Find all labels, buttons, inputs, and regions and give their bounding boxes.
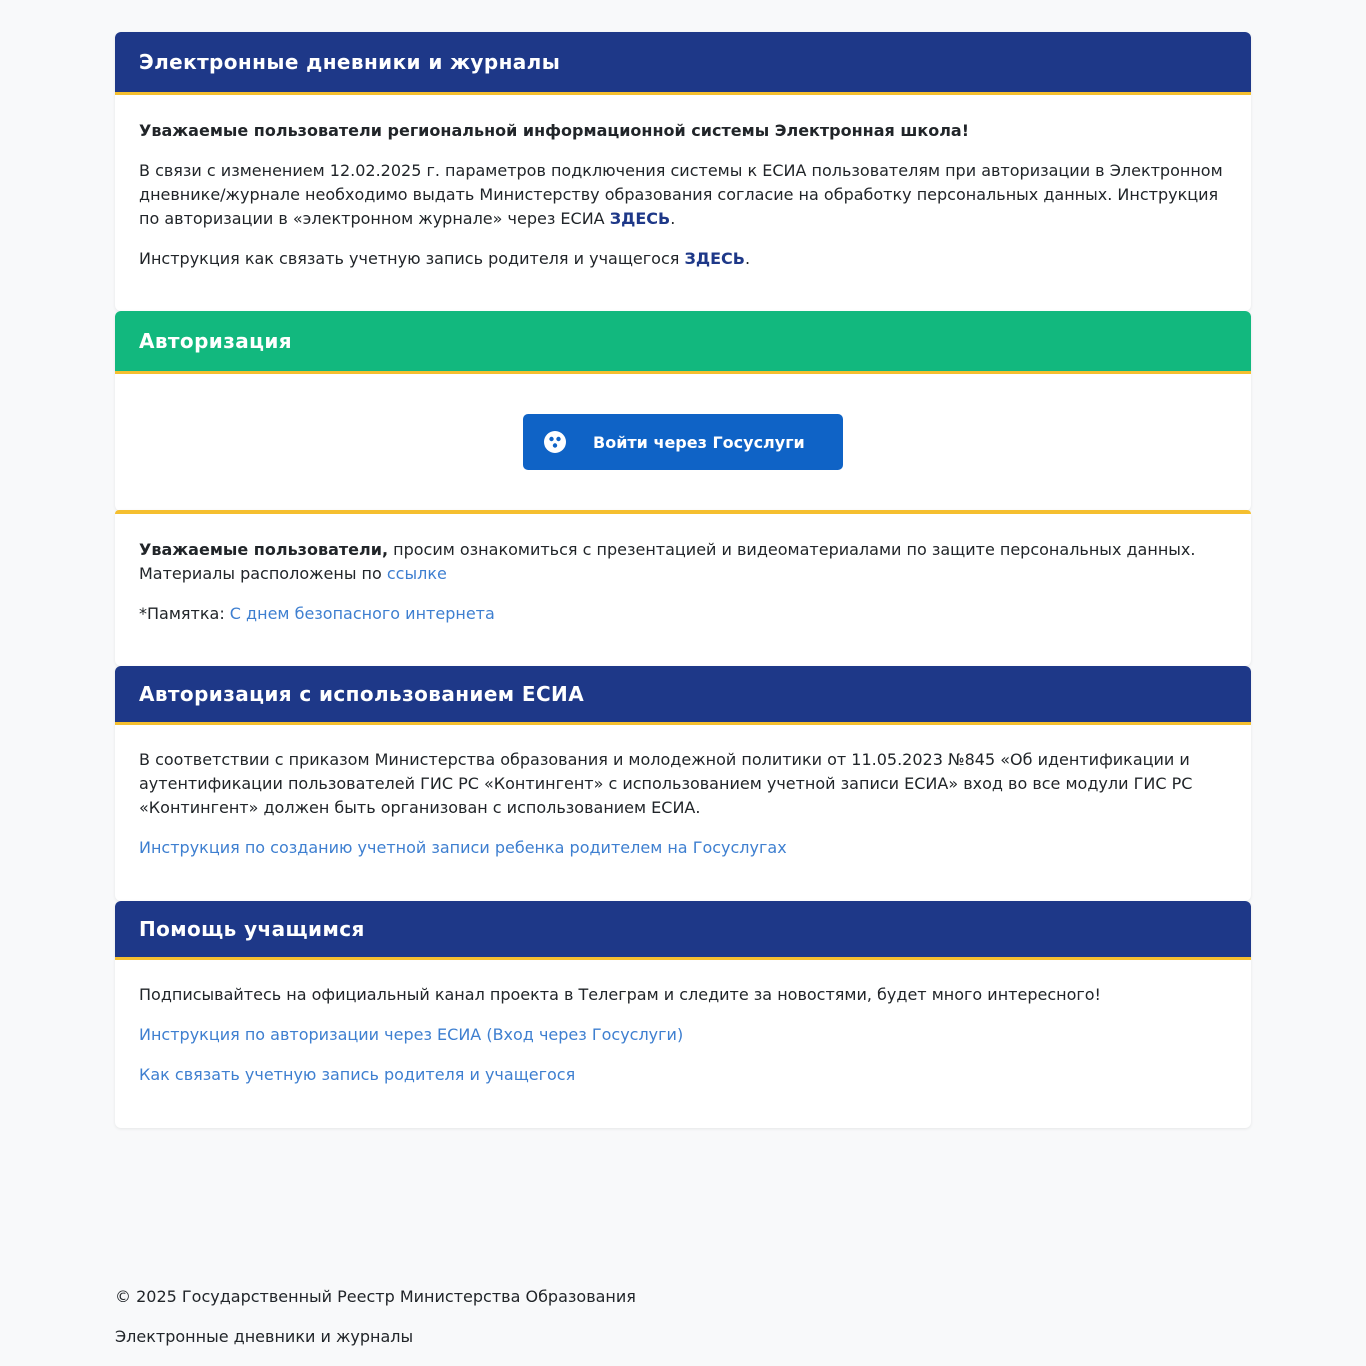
help-card-title: Помощь учащимся xyxy=(115,901,1251,960)
esia-auth-instruction-link[interactable]: Инструкция по авторизации через ЕСИА (Вход через Госуслуги) xyxy=(139,1025,684,1044)
diaries-card xyxy=(115,32,1251,311)
diaries-paragraph-1-text: В связи с изменением 12.02.2025 г. параметров подключения системы к ЕСИА пользователям при авторизации в Электронном дневнике/журнале необходимо выдать Министерству образования согласие на обработку персональных данных. Инструкция по авторизации в «электронном журнале» через ЕСИА xyxy=(139,161,1223,228)
diaries-card-title: Электронные дневники и журналы xyxy=(115,32,1251,95)
link-account-here-link[interactable]: ЗДЕСЬ xyxy=(684,249,745,268)
materials-link[interactable]: ссылке xyxy=(386,564,447,583)
diaries-card-body xyxy=(115,95,1251,271)
diaries-paragraph-2-text: Инструкция как связать учетную запись родителя и учащегося xyxy=(139,249,685,268)
esia-card-title: Авторизация с использованием ЕСИА xyxy=(115,666,1251,725)
esia-card xyxy=(115,666,1251,901)
memo-paragraph xyxy=(139,602,1227,626)
child-account-instruction-link[interactable]: Инструкция по созданию учетной записи ребенка родителем на Госуслугах xyxy=(139,838,787,857)
notice-card-body xyxy=(115,514,1251,626)
notice-paragraph xyxy=(139,538,1227,586)
memo-label: *Памятка: xyxy=(139,604,230,623)
esia-paragraph: В соответствии с приказом Министерства образования и молодежной политики от 11.05.2023 №845 «Об идентификации и аутентификации пользователей ГИС РС «Контингент» с использованием учетной записи ЕСИА» вход во все модули ГИС РС «Контингент» должен быть организован с использованием ЕСИА. xyxy=(139,750,1193,817)
footer-copyright: © 2025 Государственный Реестр Министерства Образования xyxy=(115,1287,636,1306)
safe-internet-day-link[interactable]: С днем безопасного интернета xyxy=(229,604,495,623)
esia-card-body xyxy=(115,725,1251,860)
period: . xyxy=(670,209,676,228)
notice-lead-bold: Уважаемые пользователи, xyxy=(139,540,389,559)
help-link-2-paragraph xyxy=(139,1063,1227,1087)
period: . xyxy=(744,249,751,268)
diaries-paragraph-1 xyxy=(139,159,1227,231)
link-parent-student-link[interactable]: Как связать учетную запись родителя и учащегося xyxy=(139,1065,576,1084)
help-card xyxy=(115,901,1251,1128)
gosuslugi-logo-icon xyxy=(544,431,566,453)
auth-card xyxy=(115,311,1251,511)
notice-card xyxy=(115,510,1251,666)
footer-subtitle: Электронные дневники и журналы xyxy=(115,1327,414,1346)
auth-card-title: Авторизация xyxy=(115,311,1251,374)
esia-link-paragraph xyxy=(139,836,1227,860)
diaries-paragraph-2 xyxy=(139,247,1227,271)
auth-instruction-here-link[interactable]: ЗДЕСЬ xyxy=(609,209,671,228)
notice-lead-text: просим ознакомиться с презентацией и видеоматериалами по защите персональных данных. Материалы расположены по xyxy=(139,540,1196,583)
diaries-greeting: Уважаемые пользователи региональной информационной системы Электронная школа! xyxy=(139,121,970,140)
help-card-body xyxy=(115,960,1251,1087)
gosuslugi-login-button[interactable] xyxy=(523,414,843,470)
help-link-1-paragraph xyxy=(139,1023,1227,1047)
gosuslugi-login-label: Войти через Госуслуги xyxy=(593,432,805,452)
help-paragraph: Подписывайтесь на официальный канал проекта в Телеграм и следите за новостями, будет много интересного! xyxy=(139,985,1101,1004)
